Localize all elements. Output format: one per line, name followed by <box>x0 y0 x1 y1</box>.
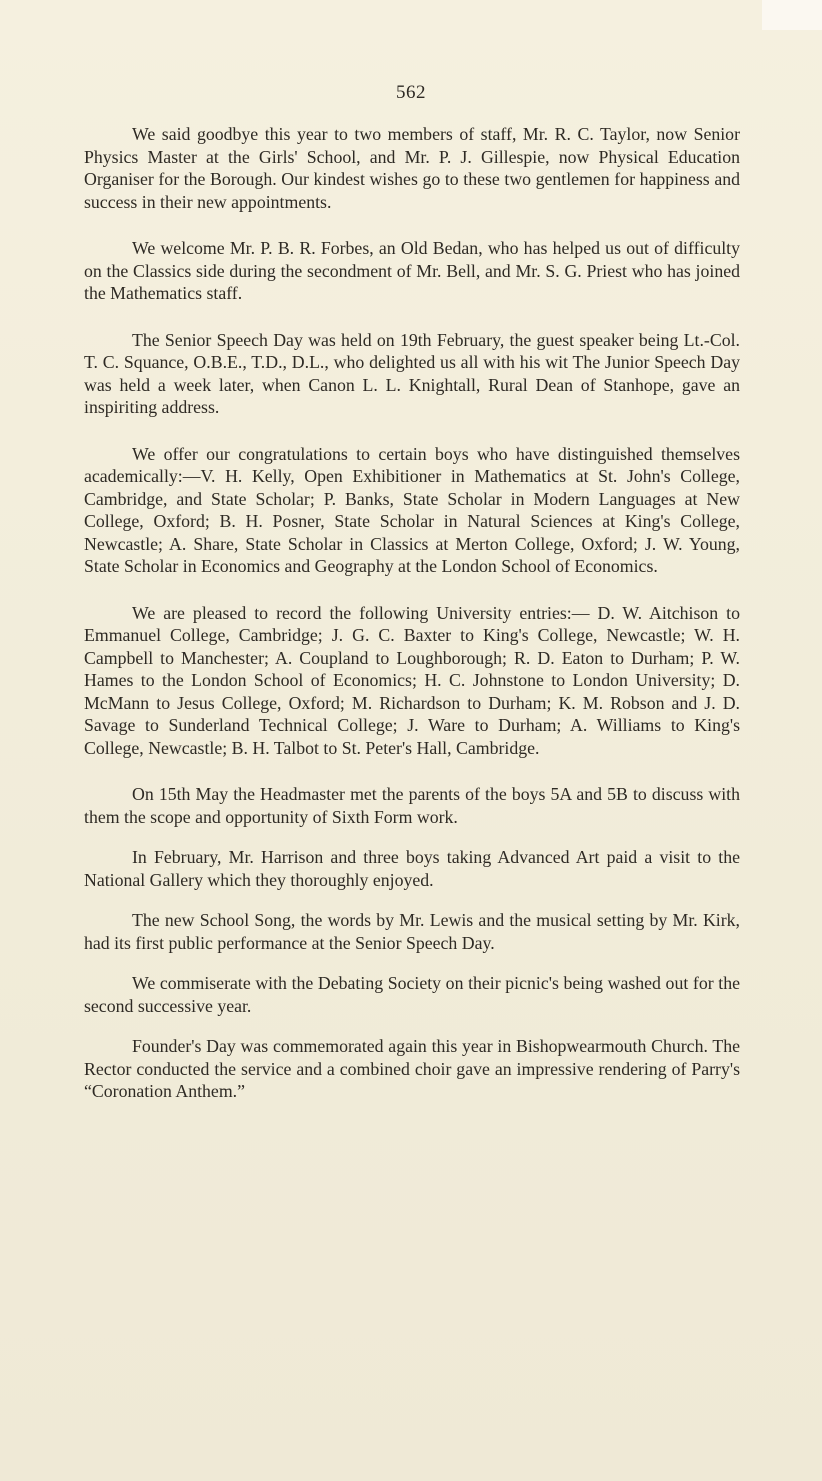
paragraph-academic-congratulations: We offer our congratulations to certain boys who have distinguished themselves academically:—V. H. Kelly, Open Exhibitioner in Mathematics at St. John's College, Cambridge, and State Scholar; P. Banks, State Scholar in Modern Languages at New College, Oxford; B. H. Posner, State Scholar in Natural Sciences at King's College, Newcastle; A. Share, State Scholar in Classics at Merton College, Oxford; J. W. Young, State Scholar in Economics and Geography at the London School of Economics. <box>84 443 740 576</box>
paragraph-speech-day: The Senior Speech Day was held on 19th February, the guest speaker being Lt.-Col. T. C. Squance, O.B.E., T.D., D.L., who delighted us all with his wit The Junior Speech Day was held a week later, when Canon L. L. Knightall, Rural Dean of Stanhope, gave an inspiriting address. <box>84 329 740 417</box>
paragraph-parents-meeting: On 15th May the Headmaster met the parents of the boys 5A and 5B to discuss with them the scope and opportunity of Sixth Form work. <box>84 784 740 827</box>
page-number: 562 <box>396 82 426 103</box>
paragraph-staff-welcome: We welcome Mr. P. B. R. Forbes, an Old Bedan, who has helped us out of difficulty on the Classics side during the secondment of Mr. Bell, and Mr. S. G. Priest who has joined the Mathematics staff. <box>84 238 740 303</box>
paragraph-gallery-visit: In February, Mr. Harrison and three boys taking Advanced Art paid a visit to the National Gallery which they thoroughly enjoyed. <box>84 847 740 890</box>
paragraph-university-entries: We are pleased to record the following University entries:— D. W. Aitchison to Emmanuel College, Cambridge; J. G. C. Baxter to King's College, Newcastle; W. H. Campbell to Manchester; A. Coupland to Loughborough; R. D. Eaton to Durham; P. W. Hames to the London School of Economics; H. C. Johnstone to London University; D. McMann to Jesus College, Oxford; M. Richardson to Durham; K. M. Robson and J. D. Savage to Sunderland Technical College; J. Ware to Durham; A. Williams to King's College, Newcastle; B. H. Talbot to St. Peter's Hall, Cambridge. <box>84 602 740 758</box>
body-text <box>84 123 740 1121</box>
paragraph-founders-day: Founder's Day was commemorated again this year in Bishopwearmouth Church. The Rector conducted the service and a combined choir gave an impressive rendering of Parry's “Coronation Anthem.” <box>84 1036 740 1101</box>
page-corner-mark <box>762 0 822 30</box>
paragraph-staff-departures: We said goodbye this year to two members of staff, Mr. R. C. Taylor, now Senior Physics Master at the Girls' School, and Mr. P. J. Gillespie, now Physical Education Organiser for the Borough. Our kindest wishes go to these two gentlemen for happiness and success in their new appointments. <box>84 124 740 212</box>
paragraph-debating-society: We commiserate with the Debating Society on their picnic's being washed out for the second successive year. <box>84 973 740 1016</box>
paragraph-school-song: The new School Song, the words by Mr. Lewis and the musical setting by Mr. Kirk, had its first public performance at the Senior Speech Day. <box>84 910 740 953</box>
